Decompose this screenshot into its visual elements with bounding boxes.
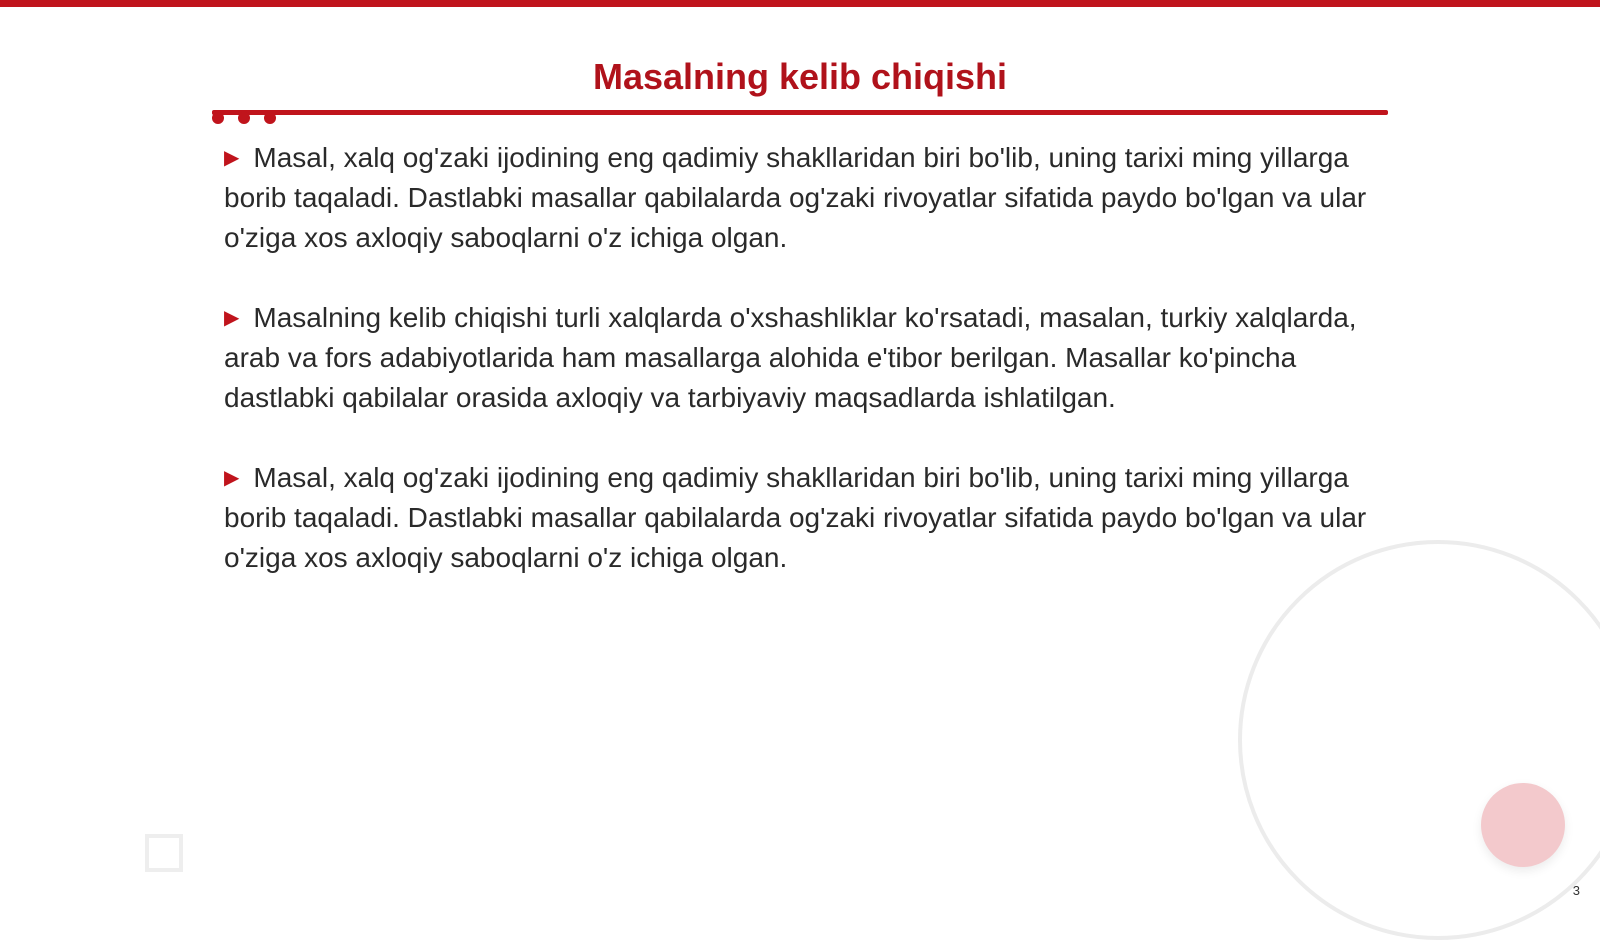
bullet-text: Masalning kelib chiqishi turli xalqlarda o'xshashliklar ko'rsatadi, masalan, turkiy xalqlarda, arab va fors adabiyotlarida ham masallarga alohida e'tibor berilgan. Masallar ko'pincha dastlabki qabilalar orasida axloqiy va tarbiyaviy maqsadlarda ishlatilgan. — [224, 302, 1357, 413]
slide-number: 3 — [1572, 883, 1580, 898]
title-dot — [264, 112, 276, 124]
triangle-right-icon: ▶ — [224, 147, 240, 169]
bullet-item — [224, 458, 1384, 578]
title-underline — [212, 110, 1388, 115]
slide-title: Masalning kelib chiqishi — [592, 56, 1008, 97]
bullet-item — [224, 138, 1384, 258]
title-dot — [238, 112, 250, 124]
top-accent-bar — [0, 0, 1600, 7]
bullet-text: Masal, xalq og'zaki ijodining eng qadimiy shakllaridan biri bo'lib, uning tarixi ming yillarga borib taqaladi. Dastlabki masallar qabilalarda og'zaki rivoyatlar sifatida paydo bo'lgan va ular o'ziga xos axloqiy saboqlarni o'z ichiga olgan. — [224, 142, 1367, 253]
title-dots — [212, 112, 276, 124]
bullet-text: Masal, xalq og'zaki ijodining eng qadimiy shakllaridan biri bo'lib, uning tarixi ming yillarga borib taqaladi. Dastlabki masallar qabilalarda og'zaki rivoyatlar sifatida paydo bo'lgan va ular o'ziga xos axloqiy saboqlarni o'z ichiga olgan. — [224, 462, 1367, 573]
decorative-disc — [1481, 783, 1565, 867]
triangle-right-icon: ▶ — [224, 307, 240, 329]
triangle-right-icon: ▶ — [224, 467, 240, 489]
bullet-item — [224, 298, 1384, 418]
decorative-square — [145, 834, 183, 872]
bullet-list — [224, 138, 1384, 618]
title-dot — [212, 112, 224, 124]
